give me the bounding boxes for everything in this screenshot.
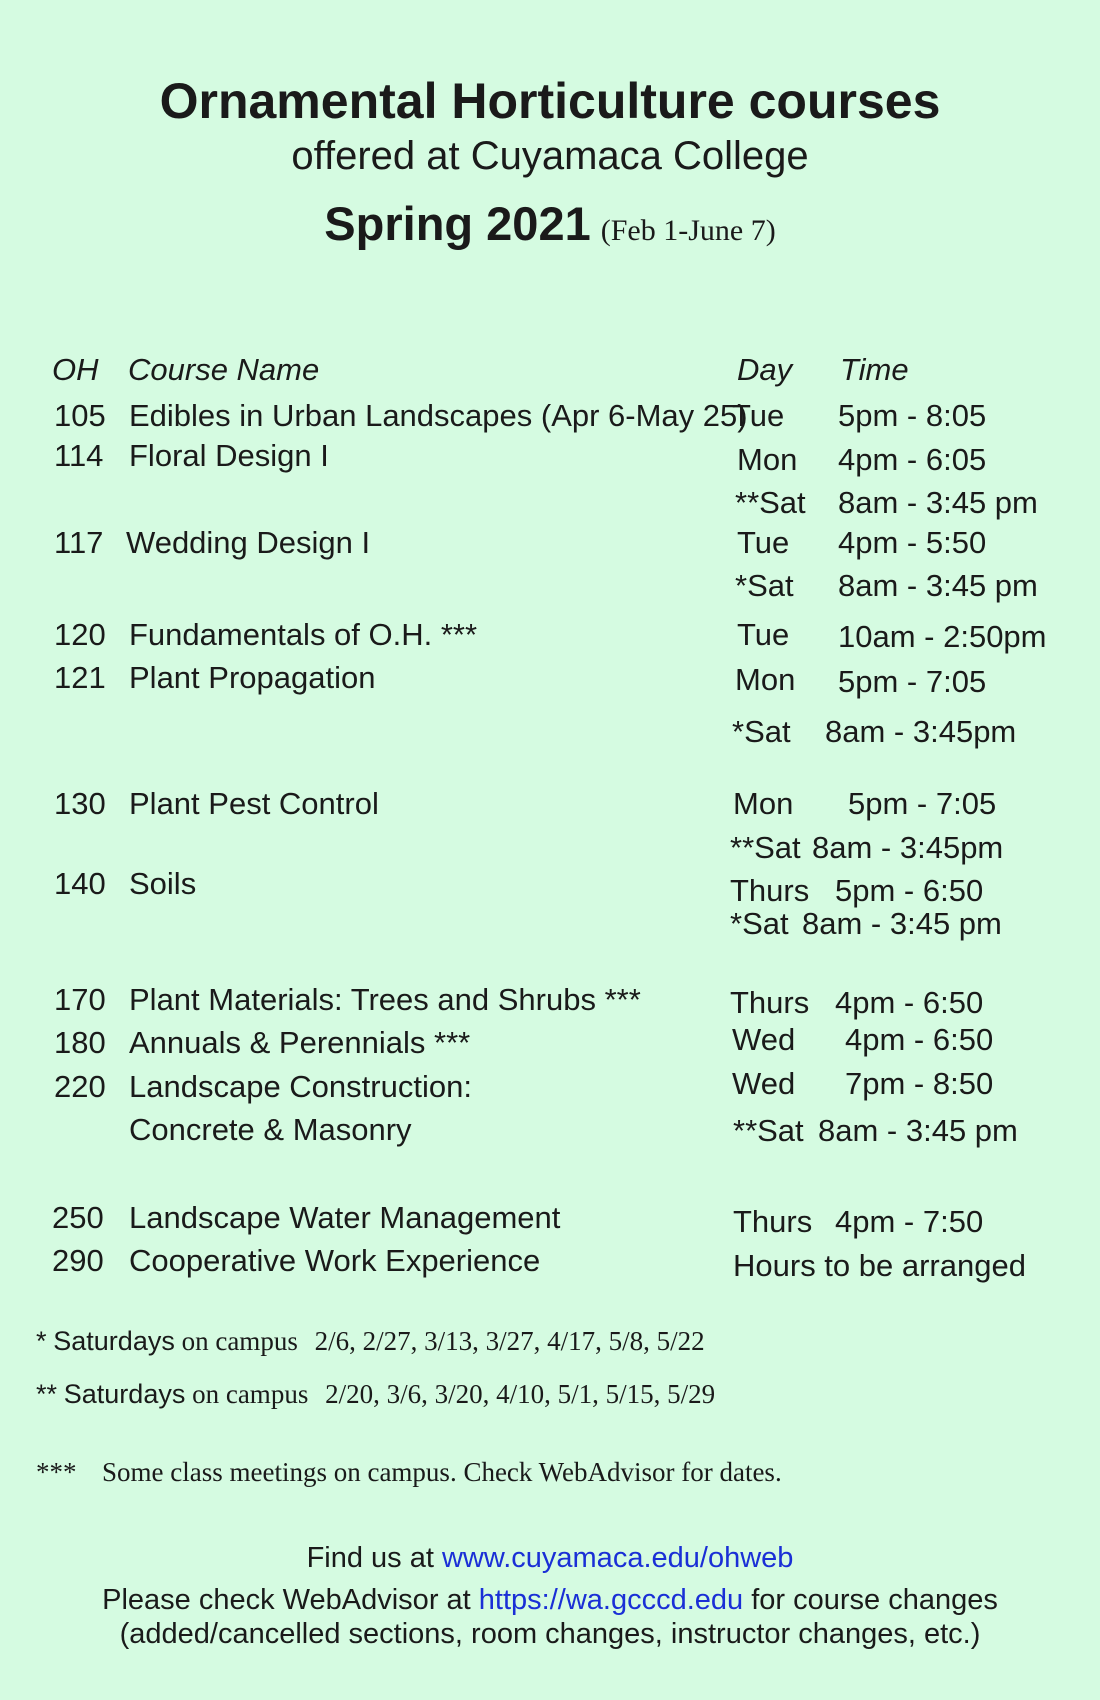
course-name-continued: Concrete & Masonry: [129, 1112, 412, 1147]
course-number: 130: [54, 786, 106, 821]
course-day-secondary: **Sat: [733, 1113, 804, 1148]
note-mark: *: [36, 1326, 47, 1356]
course-time: 4pm - 7:50: [835, 1204, 984, 1239]
course-time: 5pm - 8:05: [838, 398, 987, 433]
course-time-secondary: 8am - 3:45 pm: [838, 485, 1038, 520]
note-lead: Saturdays: [53, 1326, 175, 1356]
footer-check-suffix: for course changes: [751, 1584, 998, 1616]
course-day-time: Hours to be arranged: [733, 1248, 1026, 1283]
course-number: 117: [54, 525, 104, 560]
course-time: 4pm - 5:50: [838, 525, 987, 560]
footer-find-line: [0, 1542, 1100, 1575]
course-number: 250: [52, 1200, 104, 1235]
course-name: Landscape Water Management: [129, 1200, 561, 1235]
course-number: 121: [54, 660, 106, 695]
course-day: Mon: [735, 662, 796, 697]
course-number: 120: [54, 617, 106, 652]
footer-check-prefix: Please check WebAdvisor at: [102, 1584, 471, 1616]
column-header-time: Time: [840, 352, 909, 387]
term-line: [0, 196, 1100, 251]
note-text: on campus: [181, 1326, 298, 1356]
course-time-secondary: 8am - 3:45 pm: [818, 1113, 1018, 1148]
course-time-secondary: 8am - 3:45 pm: [838, 568, 1038, 603]
course-time: 5pm - 7:05: [848, 786, 997, 821]
course-day: Tue: [737, 617, 790, 652]
course-number: 290: [52, 1243, 104, 1278]
course-time: 10am - 2:50pm: [838, 619, 1047, 654]
course-time: 4pm - 6:50: [835, 985, 984, 1020]
course-time: 5pm - 6:50: [835, 873, 984, 908]
course-name: Plant Pest Control: [129, 786, 379, 821]
course-day-secondary: *Sat: [735, 568, 794, 603]
note-double-saturdays: [36, 1379, 715, 1410]
course-day: Thurs: [730, 873, 810, 908]
note-mark: **: [36, 1379, 58, 1409]
course-number: 220: [54, 1069, 106, 1104]
website-link[interactable]: www.cuyamaca.edu/ohweb: [441, 1542, 794, 1574]
course-number: 105: [54, 398, 106, 433]
webadvisor-link[interactable]: https://wa.gcccd.edu: [478, 1584, 744, 1616]
note-dates: 2/6, 2/27, 3/13, 3/27, 4/17, 5/8, 5/22: [314, 1326, 705, 1356]
footer-find-prefix: Find us at: [306, 1542, 434, 1574]
course-number: 170: [54, 982, 106, 1017]
note-lead: Saturdays: [63, 1379, 186, 1409]
column-header-name: Course Name: [128, 352, 320, 387]
page-subtitle: offered at Cuyamaca College: [291, 134, 809, 178]
footer-check-line: [0, 1584, 1100, 1617]
note-triple-mark: ***: [36, 1457, 77, 1487]
course-number: 180: [54, 1025, 106, 1060]
course-day: Tue: [737, 525, 790, 560]
course-day-secondary: **Sat: [735, 485, 806, 520]
course-name: Landscape Construction:: [129, 1069, 472, 1104]
course-name: Annuals & Perennials ***: [129, 1025, 471, 1060]
term-dates: (Feb 1-June 7): [600, 214, 776, 247]
course-day: Thurs: [730, 985, 810, 1020]
column-header-oh: OH: [52, 352, 99, 387]
course-day: Wed: [732, 1066, 796, 1101]
column-header-day: Day: [737, 352, 793, 387]
term-label: Spring 2021: [324, 197, 591, 250]
course-number: 140: [54, 866, 106, 901]
course-day: Wed: [732, 1022, 796, 1057]
page-title: Ornamental Horticulture courses: [159, 73, 941, 129]
course-name: Plant Materials: Trees and Shrubs ***: [129, 982, 641, 1017]
course-name: Cooperative Work Experience: [129, 1243, 541, 1278]
course-time: 4pm - 6:50: [845, 1022, 994, 1057]
course-time: 5pm - 7:05: [838, 664, 987, 699]
course-day: Tue: [732, 398, 785, 433]
course-time-secondary: 8am - 3:45 pm: [802, 906, 1002, 941]
course-name: Soils: [129, 866, 197, 901]
course-name: Wedding Design I: [126, 525, 371, 560]
course-name: Fundamentals of O.H. ***: [129, 617, 478, 652]
course-time: 4pm - 6:05: [838, 442, 987, 477]
course-name: Edibles in Urban Landscapes (Apr 6-May 25): [129, 398, 748, 433]
course-name: Plant Propagation: [129, 660, 376, 695]
footer-details: (added/cancelled sections, room changes, instructor changes, etc.): [119, 1618, 981, 1650]
note-dates: 2/20, 3/6, 3/20, 4/10, 5/1, 5/15, 5/29: [325, 1379, 716, 1409]
note-single-saturdays: [36, 1326, 705, 1357]
course-number: 114: [54, 438, 104, 473]
course-day: Mon: [733, 786, 794, 821]
course-time-secondary: 8am - 3:45pm: [812, 830, 1004, 865]
course-day: Thurs: [733, 1204, 813, 1239]
note-triple-text: Some class meetings on campus. Check WebAdvisor for dates.: [102, 1457, 782, 1487]
course-day: Mon: [737, 442, 798, 477]
course-day-secondary: *Sat: [730, 906, 789, 941]
note-text: on campus: [192, 1379, 309, 1409]
course-time: 7pm - 8:50: [845, 1066, 994, 1101]
course-name: Floral Design I: [129, 438, 329, 473]
course-day-secondary: **Sat: [730, 830, 801, 865]
course-day-secondary: *Sat: [732, 714, 791, 749]
course-time-secondary: 8am - 3:45pm: [825, 714, 1017, 749]
